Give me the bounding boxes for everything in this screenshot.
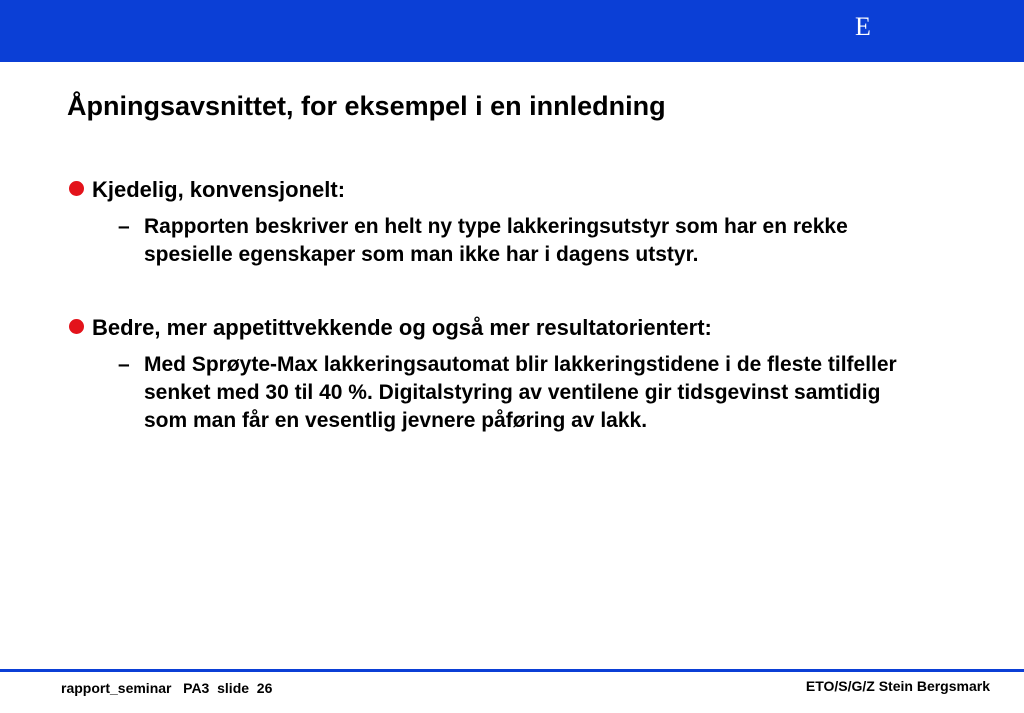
footer-divider [0, 669, 1024, 672]
sub-item-text: Med Sprøyte-Max lakkeringsautomat blir lakkeringstidene i de fleste tilfeller senket med 30 til 40 %. Digitalstyring av ventilene gir tidsgevinst samtidig som man får en vesentlig jevnere påføring av lakk. [144, 353, 897, 432]
dash-marker: – [118, 215, 130, 238]
logo: E [855, 12, 871, 41]
header-bar [0, 0, 1024, 62]
dash-marker: – [118, 353, 130, 376]
sub-item [118, 213, 918, 269]
bullet-item [69, 176, 345, 204]
bullet-text: Kjedelig, konvensjonelt: [92, 177, 346, 202]
footer-author: ETO/S/G/Z Stein Bergsmark [805, 678, 990, 694]
bullet-item [69, 314, 712, 342]
red-dot-icon [69, 181, 84, 196]
bullet-text: Bedre, mer appetittvekkende og også mer resultatorientert: [92, 315, 712, 340]
slide-title: Åpningsavsnittet, for eksempel i en innledning [67, 91, 666, 121]
sub-item-text: Rapporten beskriver en helt ny type lakkeringsutstyr som har en rekke spesielle egenskaper som man ikke har i dagens utstyr. [144, 215, 848, 266]
sub-item [118, 351, 918, 435]
red-dot-icon [69, 319, 84, 334]
footer-slide-info: rapport_seminar PA3 slide 26 [61, 680, 273, 696]
